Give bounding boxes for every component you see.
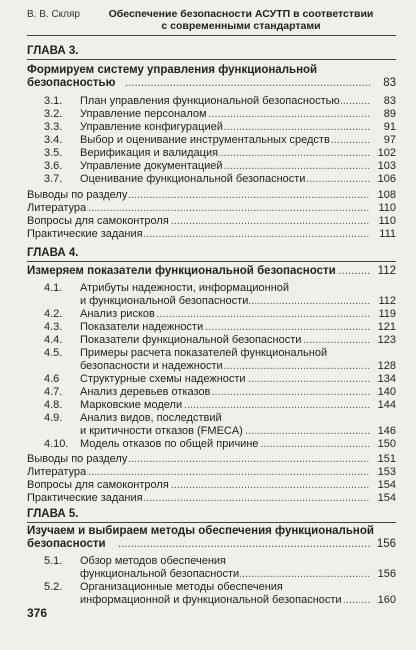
toc-entry: 4.6 ..... Структурные схемы надежности 134 bbox=[0, 373, 416, 386]
toc-entry: 4.3. ..... Показатели надежности 121 bbox=[0, 321, 416, 334]
toc-entry: ..... функциональной безопасности 156 bbox=[0, 568, 416, 581]
toc-entry-line1: 4.5. Примеры расчета показателей функциональной bbox=[44, 347, 328, 359]
chapter-3-title-cont: ..... безопасностью 83 bbox=[0, 77, 416, 90]
toc-entry: 3.2. ..... Управление персоналом 89 bbox=[0, 108, 416, 121]
chapter-5-title-cont: ..... безопасности 156 bbox=[0, 538, 416, 551]
toc-entry: ..... Вопросы для самоконтроля 110 bbox=[0, 215, 416, 228]
chapter-4-rule bbox=[27, 261, 396, 262]
chapter-5-label: ГЛАВА 5. bbox=[27, 508, 79, 520]
toc-entry: 3.4. ..... Выбор и оценивание инструментальных средств 97 bbox=[0, 134, 416, 147]
toc-entry: 3.7. ..... Оценивание функциональной безопасности 106 bbox=[0, 173, 416, 186]
toc-entry: 3.1. ..... План управления функциональной безопасностью 83 bbox=[0, 95, 416, 108]
toc-entry-line1: 5.2. Организационные методы обеспечения bbox=[44, 581, 283, 593]
chapter-5-rule bbox=[27, 522, 396, 523]
toc-entry: 3.3. ..... Управление конфигурацией 91 bbox=[0, 121, 416, 134]
toc-entry: ..... безопасности и надежности 128 bbox=[0, 360, 416, 373]
chapter-3-rule bbox=[27, 59, 396, 60]
chapter-3-title: Формируем систему управления функциональной bbox=[27, 64, 318, 76]
toc-entry: 4.4. ..... Показатели функциональной безопасности 123 bbox=[0, 334, 416, 347]
page-number: 376 bbox=[27, 606, 48, 620]
toc-entry: ..... информационной и функциональной безопасности 160 bbox=[0, 594, 416, 607]
chapter-4-label: ГЛАВА 4. bbox=[27, 247, 79, 259]
toc-entry-line1: 5.1. Обзор методов обеспечения bbox=[44, 555, 227, 567]
toc-entry: 3.5. ..... Верификация и валидация 102 bbox=[0, 147, 416, 160]
running-header-title: Обеспечение безопасности АСУТП в соответствии с современными стандартами bbox=[108, 8, 374, 32]
header-rule bbox=[27, 35, 396, 36]
chapter-4-title: ..... Измеряем показатели функциональной безопасности 112 bbox=[0, 265, 416, 278]
toc-entry: ..... Практические задания 111 bbox=[0, 228, 416, 241]
running-header-author: В. В. Скляр bbox=[27, 9, 80, 20]
chapter-5-title: Изучаем и выбираем методы обеспечения функциональной bbox=[27, 525, 374, 537]
chapter-3-label: ГЛАВА 3. bbox=[27, 45, 79, 57]
toc-entry: ..... и критичности отказов (FMECA) 146 bbox=[0, 425, 416, 438]
toc-entry: ..... Выводы по разделу 151 bbox=[0, 453, 416, 466]
toc-entry-line1: 4.1. Атрибуты надежности, информационной bbox=[44, 282, 290, 294]
toc-entry: 4.7. ..... Анализ деревьев отказов 140 bbox=[0, 386, 416, 399]
toc-entry: 4.10. ..... Модель отказов по общей причине 150 bbox=[0, 438, 416, 451]
toc-entry: ..... и функциональной безопасности 112 bbox=[0, 295, 416, 308]
toc-entry: 3.6. ..... Управление документацией 103 bbox=[0, 160, 416, 173]
toc-entry: ..... Выводы по разделу 108 bbox=[0, 189, 416, 202]
toc-entry: 4.8. ..... Марковские модели 144 bbox=[0, 399, 416, 412]
toc-entry: ..... Литература 153 bbox=[0, 466, 416, 479]
toc-entry: ..... Вопросы для самоконтроля 154 bbox=[0, 479, 416, 492]
toc-entry: ..... Практические задания 154 bbox=[0, 492, 416, 505]
toc-entry: ..... Литература 110 bbox=[0, 202, 416, 215]
toc-entry: 4.2. ..... Анализ рисков 119 bbox=[0, 308, 416, 321]
toc-entry-line1: 4.9. Анализ видов, последствий bbox=[44, 412, 222, 424]
